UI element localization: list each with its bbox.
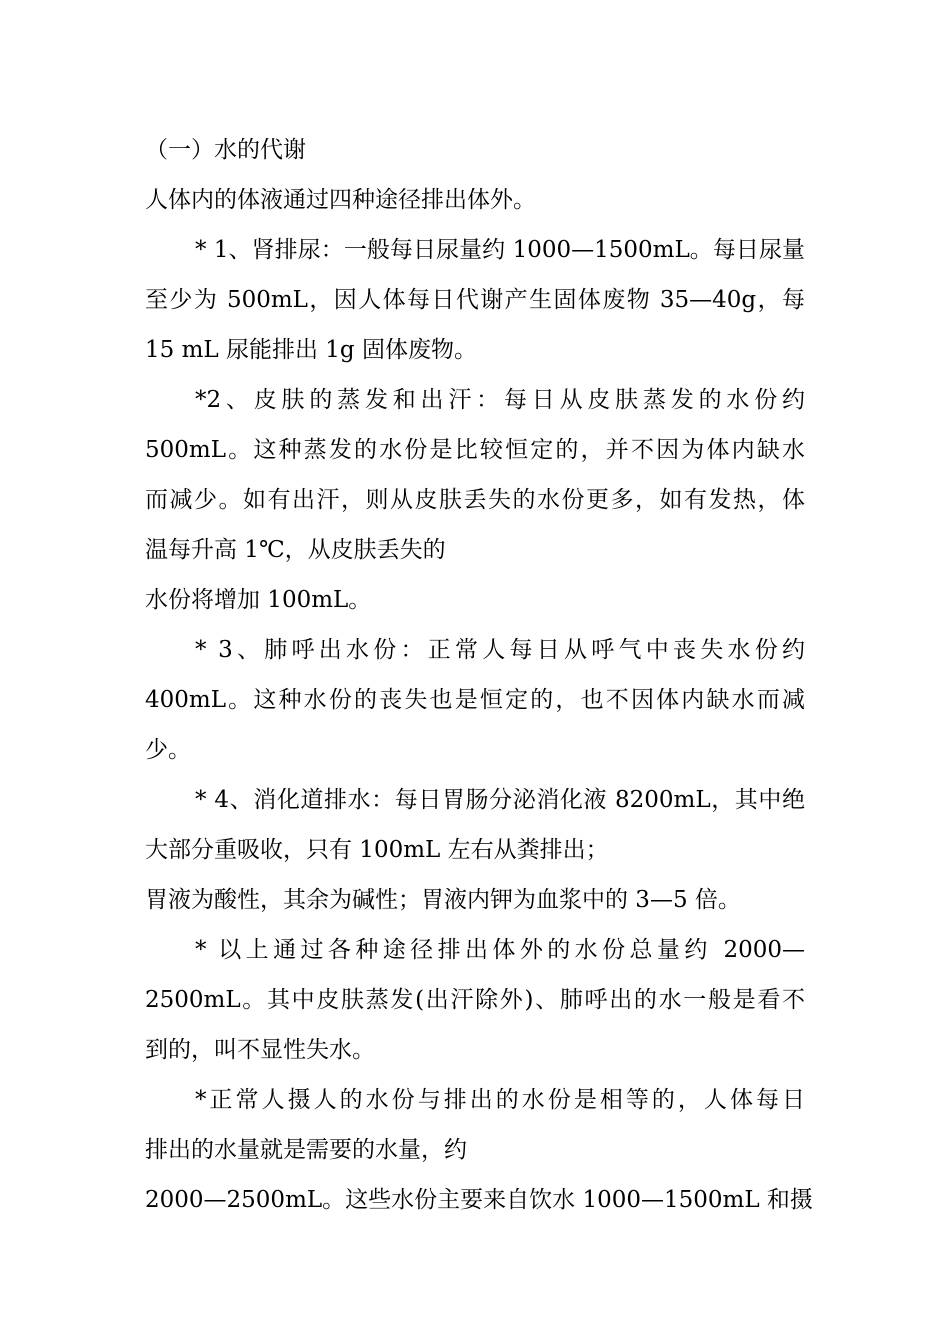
item2-line3: 而减少。如有出汗，则从皮肤丢失的水份更多，如有发热，体 (145, 487, 805, 513)
summary1-line3: 到的，叫不显性失水。 (145, 1037, 375, 1063)
item1-line1: * 1、肾排尿：一般每日尿量约 1000—1500mL。每日尿量 (195, 237, 805, 263)
item4-line3: 胃液为酸性，其余为碱性；胃液内钾为血浆中的 3—5 倍。 (145, 887, 741, 913)
item1-line2: 至少为 500mL，因人体每日代谢产生固体废物 35—40g，每 (145, 287, 805, 313)
item2-line5: 水份将增加 100mL。 (145, 587, 372, 613)
item2-line4: 温每升高 1℃，从皮肤丢失的 (145, 537, 446, 563)
summary2-line1: *正常人摄人的水份与排出的水份是相等的，人体每日 (195, 1087, 805, 1113)
item3-line3: 少。 (145, 737, 191, 763)
item3-line1: * 3、肺呼出水份：正常人每日从呼气中丧失水份约 (195, 637, 805, 663)
summary2-line2: 排出的水量就是需要的水量，约 (145, 1137, 467, 1163)
summary2-line3: 2000—2500mL。这些水份主要来自饮水 1000—1500mL 和摄 (145, 1187, 813, 1213)
item2-line2: 500mL。这种蒸发的水份是比较恒定的，并不因为体内缺水 (145, 437, 805, 463)
item4-line1: * 4、消化道排水：每日胃肠分泌消化液 8200mL，其中绝 (195, 787, 805, 813)
summary1-line2: 2500mL。其中皮肤蒸发(出汗除外)、肺呼出的水一般是看不 (145, 987, 805, 1013)
item4-line2: 大部分重吸收，只有 100mL 左右从粪排出； (145, 837, 609, 863)
item2-line1: *2、皮肤的蒸发和出汗：每日从皮肤蒸发的水份约 (195, 387, 805, 413)
item3-line2: 400mL。这种水份的丧失也是恒定的，也不因体内缺水而减 (145, 687, 805, 713)
summary1-line1: * 以上通过各种途径排出体外的水份总量约 2000— (195, 937, 805, 963)
section-title: （一）水的代谢 (145, 137, 306, 163)
item1-line3: 15 mL 尿能排出 1g 固体废物。 (145, 337, 477, 363)
intro-paragraph: 人体内的体液通过四种途径排出体外。 (145, 187, 536, 213)
